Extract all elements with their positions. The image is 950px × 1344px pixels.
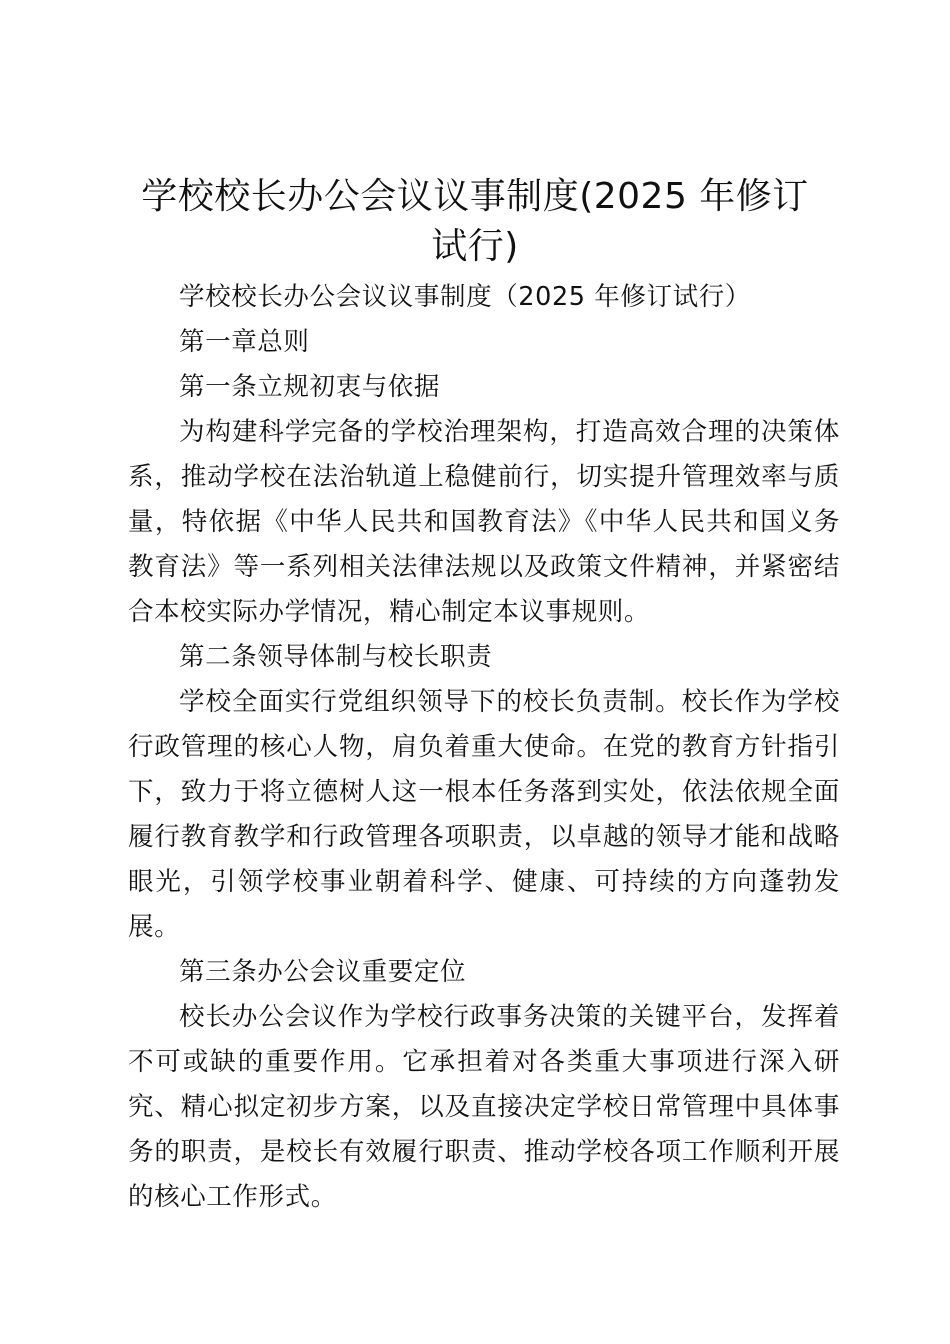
- article-2-text: 学校全面实行党组织领导下的校长负责制。校长作为学校行政管理的核心人物，肩负着重大使命。在党的教育方针指引下，致力于将立德树人这一根本任务落到实处，依法依规全面履行教育教学和行政管理各项职责，以卓越的领导才能和战略眼光，引领学校事业朝着科学、健康、可持续的方向蓬勃发展。: [128, 687, 840, 942]
- chapter-heading: 第一章总则: [179, 327, 310, 357]
- document-body: [128, 275, 840, 1220]
- article-2-heading: 第二条领导体制与校长职责: [179, 642, 493, 672]
- article-3-text: 校长办公会议作为学校行政事务决策的关键平台，发挥着不可或缺的重要作用。它承担着对各类重大事项进行深入研究、精心拟定初步方案，以及直接决定学校日常管理中具体事务的职责，是校长有效履行职责、推动学校各项工作顺利开展的核心工作形式。: [128, 1002, 840, 1212]
- article-1-heading: 第一条立规初衷与依据: [179, 372, 441, 402]
- article-1-text: 为构建科学完备的学校治理架构，打造高效合理的决策体系，推动学校在法治轨道上稳健前行，切实提升管理效率与质量，特依据《中华人民共和国教育法》《中华人民共和国义务教育法》等一系列相关法律法规以及政策文件精神，并紧密结合本校实际办学情况，精心制定本议事规则。: [128, 417, 840, 627]
- article-3-heading: 第三条办公会议重要定位: [179, 957, 467, 987]
- subtitle-line: 学校校长办公会议议事制度（2025 年修订试行）: [179, 282, 751, 312]
- document-title: 学校校长办公会议议事制度(2025 年修订试行): [141, 176, 809, 267]
